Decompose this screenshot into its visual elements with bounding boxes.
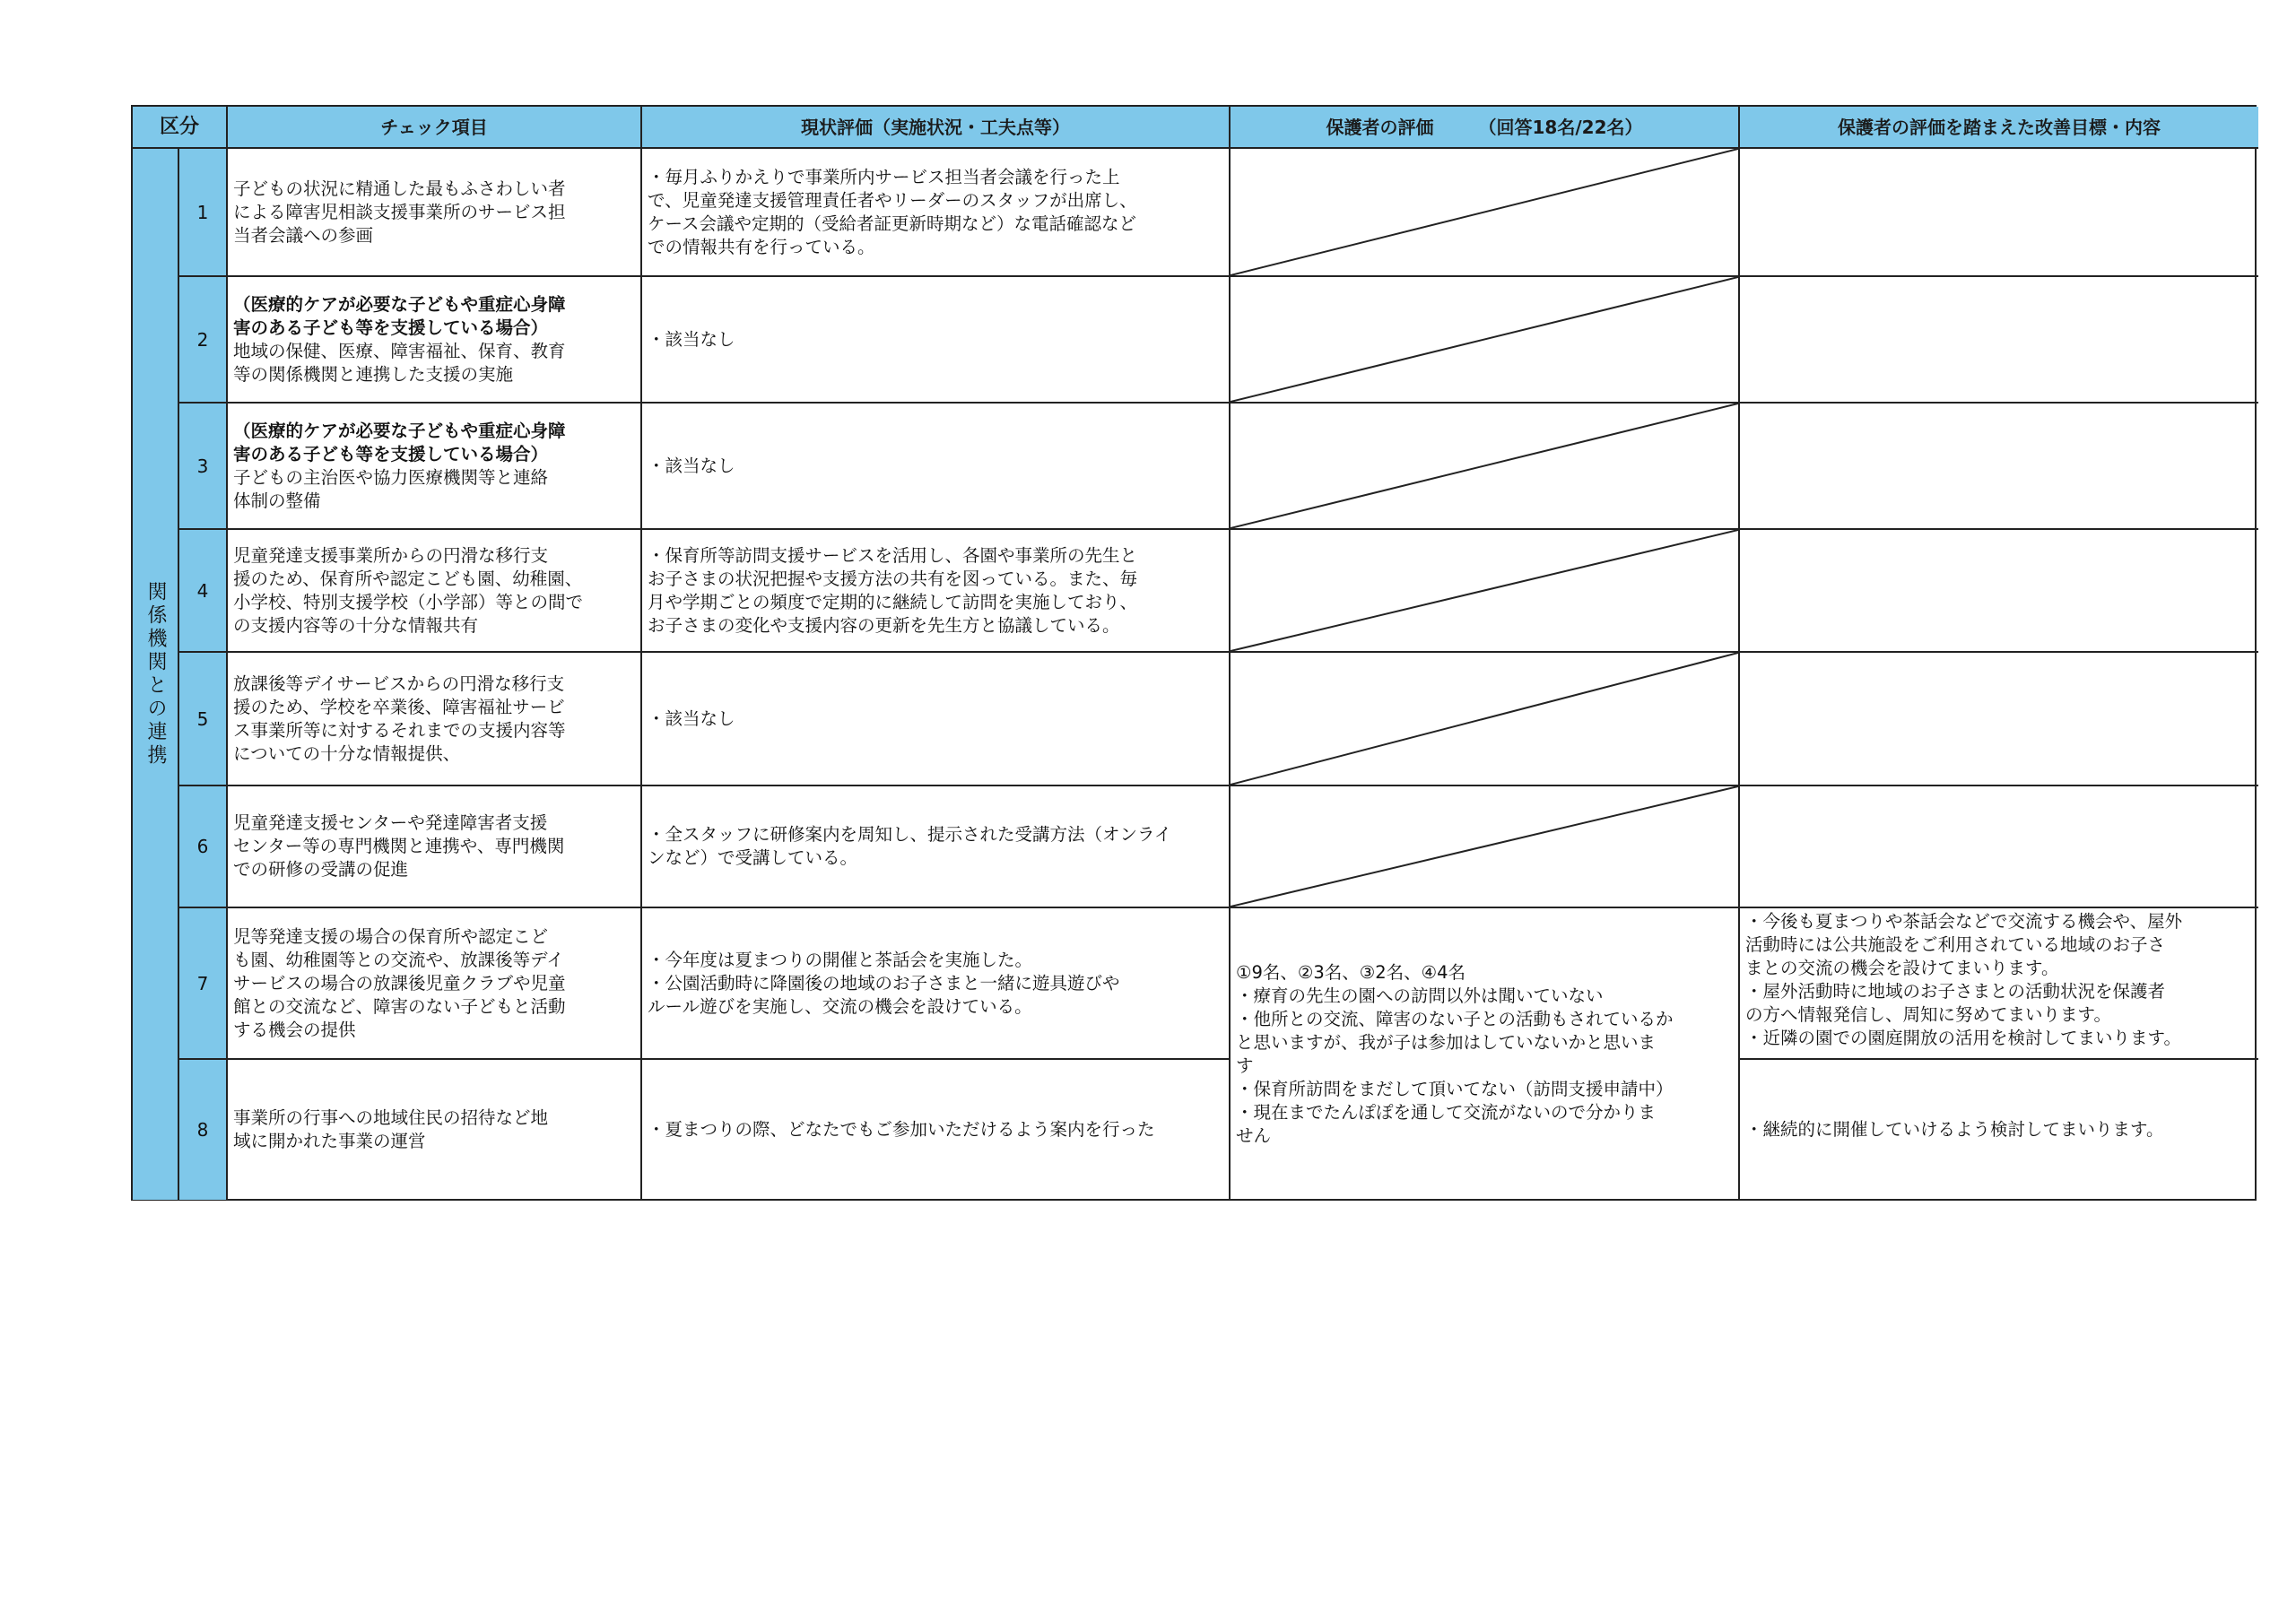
check-item-condition: （医療的ケアが必要な子どもや重症心身障 害のある子ども等を支援している場合）: [233, 420, 566, 464]
current-eval: [642, 404, 1231, 530]
check-item-text: 児童発達支援センターや発達障害者支援 センター等の専門機関と連携や、専門機関 での研修の受講の促進: [233, 812, 565, 880]
diagonal-slash: [1231, 653, 1738, 785]
current-eval-text: ・今年度は夏まつりの開催と茶話会を実施した。 ・公園活動時に降園後の地域のお子さまと一緒に遊具遊びや ルール遊びを実施し、交流の機会を設けている。: [648, 949, 1120, 1017]
current-eval-text: ・毎月ふりかえりで事業所内サービス担当者会議を行った上 で、児童発達支援管理責任者やリーダーのスタッフが出席し、 ケース会議や定期的（受給者証更新時期など）な電話確認など での情報共有を行っている。: [648, 166, 1137, 257]
check-item-text: 子どもの状況に精通した最もふさわしい者 による障害児相談支援事業所のサービス担 当者会議への参画: [233, 178, 566, 246]
check-item-text: 放課後等デイサービスからの円滑な移行支 援のため、学校を卒業後、障害福祉サービ ス事業所等に対するそれまでの支援内容等 についての十分な情報提供、: [233, 673, 566, 764]
current-eval-text: ・該当なし: [648, 707, 735, 729]
check-item: [228, 653, 642, 786]
current-eval-text: ・該当なし: [648, 455, 735, 476]
check-item-text: 児童発達支援事業所からの円滑な移行支 援のため、保育所や認定こども園、幼稚園、 小学校、特別支援学校（小学部）等との間で の支援内容等の十分な情報共有: [233, 544, 584, 636]
check-item: [228, 908, 642, 1060]
row-number: 3: [179, 404, 228, 530]
current-eval: [642, 653, 1231, 786]
parent-eval-na: [1231, 530, 1740, 653]
diagonal-slash: [1231, 277, 1738, 402]
diagonal-slash: [1231, 786, 1738, 907]
improvement-cell: [1740, 908, 2258, 1060]
row-number: 2: [179, 277, 228, 404]
diagonal-slash: [1231, 530, 1738, 651]
parent-eval-na: [1231, 149, 1740, 277]
row-number: 5: [179, 653, 228, 786]
current-eval-text: ・保育所等訪問支援サービスを活用し、各園や事業所の先生と お子さまの状況把握や支援方法の共有を図っている。また、毎 月や学期ごとの頻度で定期的に継続して訪問を実施しており、 お子さまの変化や支援内容の更新を先生方と協議している。: [648, 544, 1138, 636]
category-label: 関係機関との連携: [144, 581, 167, 768]
improvement-cell: [1740, 653, 2258, 786]
header-parent-eval: 保護者の評価 （回答18名/22名）: [1231, 107, 1740, 149]
check-item: [228, 786, 642, 908]
current-eval: [642, 530, 1231, 653]
check-item: [228, 1060, 642, 1200]
improvement-cell: [1740, 277, 2258, 404]
header-kubun: 区分: [133, 107, 228, 149]
parent-eval-na: [1231, 653, 1740, 786]
header-improvement: 保護者の評価を踏まえた改善目標・内容: [1740, 107, 2258, 149]
parent-eval-text: ①9名、②3名、③2名、④4名 ・療育の先生の園への訪問以外は聞いていない ・他所との交流、障害のない子との活動もされているか と思いますが、我が子は参加はしていないかと思いま す ・保育所訪問をまだして頂いてない（訪問支援申請中） ・現在までたんぽぽを通して交流がないので分かりま せん: [1236, 961, 1674, 1146]
improvement-cell: [1740, 404, 2258, 530]
check-item: [228, 404, 642, 530]
current-eval: [642, 277, 1231, 404]
row-number: 6: [179, 786, 228, 908]
row-number: 1: [179, 149, 228, 277]
header-check-item: チェック項目: [228, 107, 642, 149]
check-item-condition: （医療的ケアが必要な子どもや重症心身障 害のある子ども等を支援している場合）: [233, 293, 566, 338]
diagonal-slash: [1231, 404, 1738, 528]
parent-eval-na: [1231, 404, 1740, 530]
check-item: [228, 149, 642, 277]
parent-eval-merged: [1231, 908, 1740, 1200]
check-item-text: 児等発達支援の場合の保育所や認定こど も園、幼稚園等との交流や、放課後等デイ サービスの場合の放課後児童クラブや児童 館との交流など、障害のない子どもと活動 する機会の提供: [233, 925, 566, 1040]
check-item: [228, 530, 642, 653]
check-item-text: 事業所の行事への地域住民の招待など地 域に開かれた事業の運営: [233, 1107, 549, 1151]
row-number: 4: [179, 530, 228, 653]
improvement-text: ・今後も夏まつりや茶話会などで交流する機会や、屋外 活動時には公共施設をご利用されている地域のお子さ まとの交流の機会を設けてまいります。 ・屋外活動時に地域のお子さまとの活動状況を保護者 の方へ情報発信し、周知に努めてまいります。 ・近隣の園での園庭開放の活用を検討してまいります。: [1745, 911, 2183, 1048]
current-eval-text: ・夏まつりの際、どなたでもご参加いただけるよう案内を行った: [648, 1119, 1155, 1140]
parent-eval-na: [1231, 277, 1740, 404]
row-number: 7: [179, 908, 228, 1060]
improvement-text: ・継続的に開催していけるよう検討してまいります。: [1745, 1119, 2164, 1140]
current-eval: [642, 908, 1231, 1060]
improvement-cell: [1740, 1060, 2258, 1200]
improvement-cell: [1740, 149, 2258, 277]
row-number: 8: [179, 1060, 228, 1200]
check-item: [228, 277, 642, 404]
current-eval: [642, 1060, 1231, 1200]
check-item-text: 子どもの主治医や協力医療機関等と連絡 体制の整備: [233, 466, 549, 511]
improvement-cell: [1740, 530, 2258, 653]
improvement-cell: [1740, 786, 2258, 908]
category-cell: [133, 149, 179, 1200]
parent-eval-na: [1231, 786, 1740, 908]
current-eval-text: ・全スタッフに研修案内を周知し、提示された受講方法（オンライ ンなど）で受講している。: [648, 824, 1172, 868]
current-eval: [642, 149, 1231, 277]
current-eval: [642, 786, 1231, 908]
diagonal-slash: [1231, 149, 1738, 275]
evaluation-table: [131, 105, 2257, 1201]
header-current-eval: 現状評価（実施状況・工夫点等）: [642, 107, 1231, 149]
current-eval-text: ・該当なし: [648, 328, 735, 350]
check-item-text: 地域の保健、医療、障害福祉、保育、教育 等の関係機関と連携した支援の実施: [233, 340, 566, 385]
